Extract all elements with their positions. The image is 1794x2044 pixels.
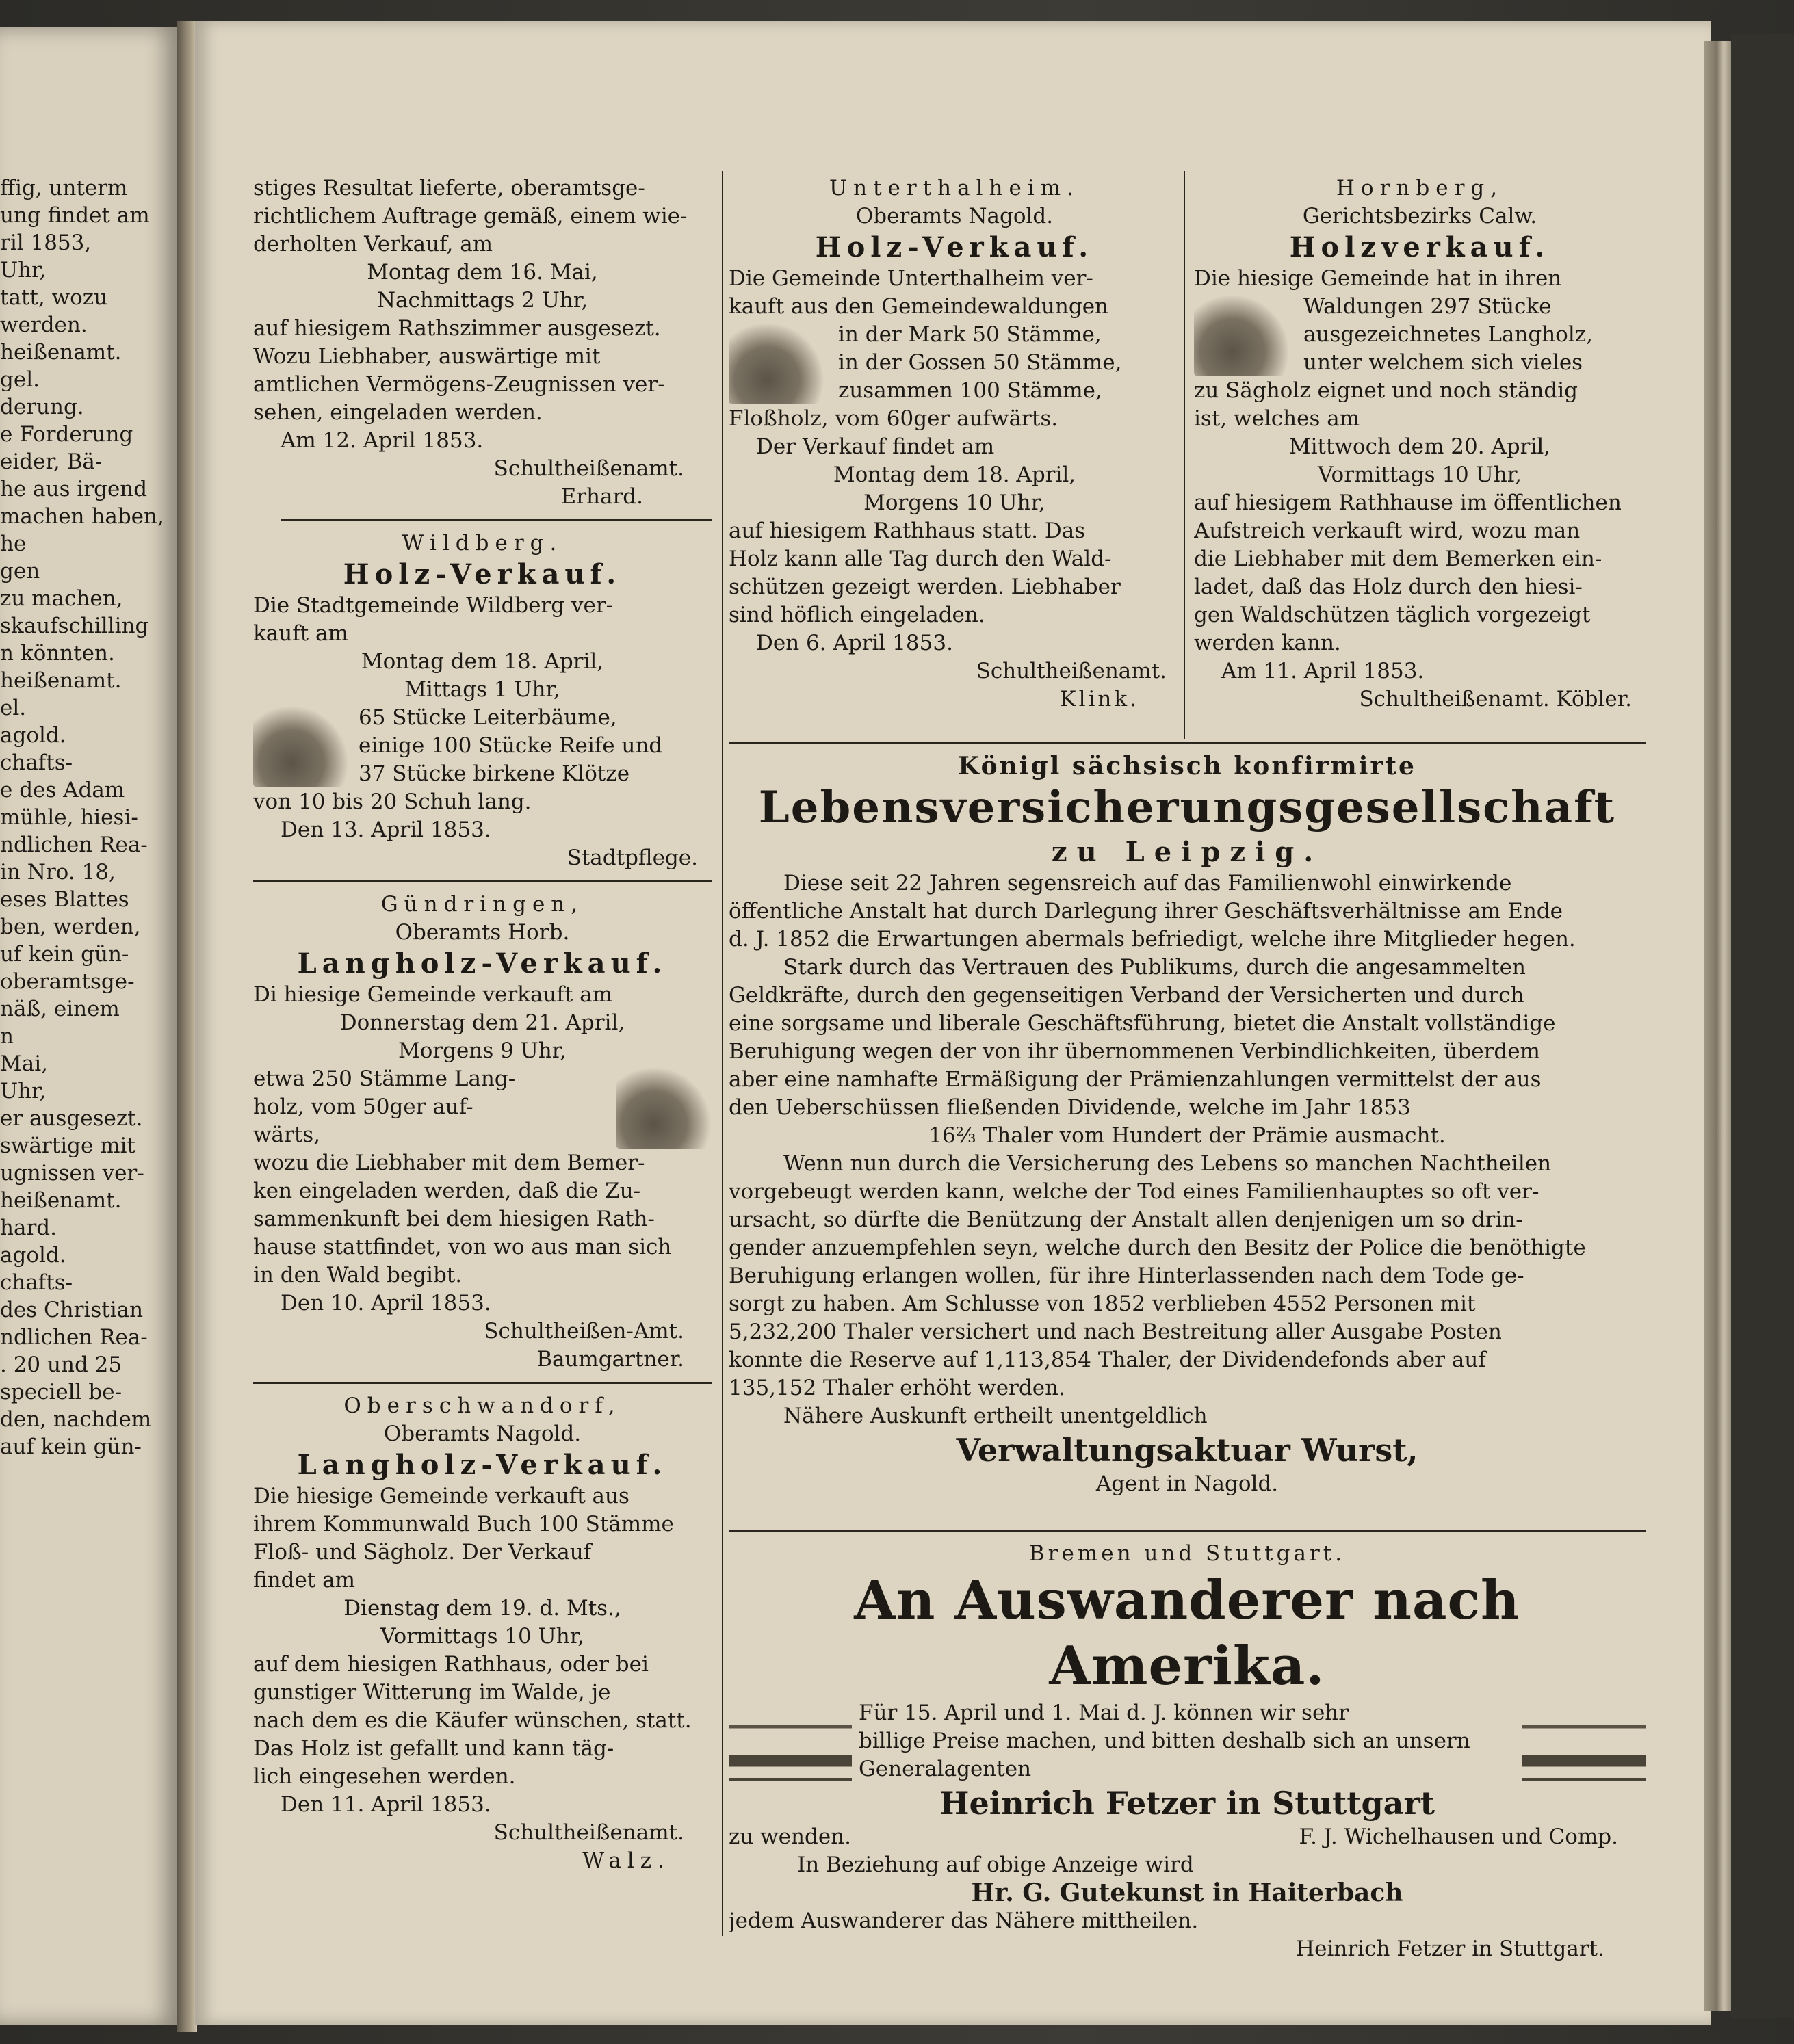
text-line: Die hiesige Gemeinde hat in ihren (1194, 266, 1562, 291)
figure-block (1194, 293, 1646, 377)
signature-name: Erhard. (560, 484, 643, 509)
fragment-line: ugnissen ver- (0, 1161, 144, 1185)
signature-office: Schultheißen-Amt. (484, 1319, 684, 1344)
text-line: Vormittags 10 Uhr, (1318, 462, 1522, 487)
fragment-line: zu machen, (0, 586, 123, 611)
fragment-line: Mai, (0, 1051, 48, 1076)
date-line: Den 13. April 1853. (281, 817, 491, 842)
text-line: Beruhigung wegen der von ihr übernommenen Verbindlichkeiten, überdem (729, 1039, 1540, 1064)
text-line: Montag dem 16. Mai, (367, 260, 598, 285)
text-line: in der Gossen 50 Stämme, (838, 350, 1122, 375)
insurance-advert (729, 742, 1646, 1498)
signature-name: Baumgartner. (536, 1347, 684, 1372)
date-line: Am 11. April 1853. (1221, 659, 1425, 683)
section-heading: Langholz-Verkauf. (297, 947, 668, 980)
text-line: auf hiesigem Rathhause im öffentlichen (1194, 490, 1622, 515)
fragment-line: eider, Bä- (0, 449, 103, 474)
fragment-line: tatt, wozu (0, 285, 108, 310)
fragment-line: ben, werden, (0, 915, 141, 939)
fragment-line: machen haben, (0, 504, 164, 529)
text-line: Di hiesige Gemeinde verkauft am (253, 982, 613, 1007)
date-line: Den 6. April 1853. (756, 631, 953, 655)
text-line: ladet, daß das Holz durch den hiesi- (1194, 575, 1583, 599)
fragment-line: agold. (0, 723, 66, 748)
book-gutter (177, 21, 197, 2032)
place-sub: Oberamts Nagold. (383, 1421, 582, 1446)
place-name: Hornberg, (1336, 176, 1504, 200)
section-heading: Holz-Verkauf. (815, 231, 1094, 263)
text-line: hause stattfindet, von wo aus man sich (253, 1235, 672, 1259)
fragment-line: speciell be- (0, 1380, 122, 1404)
figure-text (1290, 293, 1646, 377)
text-line: 135,152 Thaler erhöht werden. (729, 1376, 1065, 1400)
column-rule (722, 171, 723, 1936)
fragment-line: agold. (0, 1243, 66, 1268)
text-line: etwa 250 Stämme Lang- (253, 1066, 516, 1091)
fragment-line: er ausgesezt. (0, 1106, 143, 1131)
column-1 (253, 174, 712, 1875)
text-line: 16⅔ Thaler vom Hundert der Prämie ausmacht. (928, 1123, 1446, 1148)
fragment-line: in Nro. 18, (0, 860, 116, 885)
text-line: ist, welches am (1194, 406, 1360, 431)
signature-office: Stadtpflege. (567, 846, 698, 870)
fragment-line: heißenamt. (0, 340, 122, 365)
fragment-line: ndlichen Rea- (0, 1325, 148, 1350)
text-line: findet am (253, 1568, 356, 1593)
text-line: konnte die Reserve auf 1,113,854 Thaler, der Dividendefonds aber auf (729, 1348, 1486, 1372)
text-line: zusammen 100 Stämme, (838, 378, 1102, 403)
fragment-line: werden. (0, 313, 88, 337)
text-line: Donnerstag dem 21. April, (339, 1010, 625, 1035)
section-divider (281, 519, 712, 521)
text-line: Morgens 9 Uhr, (398, 1038, 567, 1063)
fragment-line: n könnten. (0, 641, 115, 666)
fragment-line: oberamtsge- (0, 969, 135, 994)
text-line: 65 Stücke Leiterbäume, (359, 705, 617, 730)
signature-office: Schultheißenamt. (493, 1820, 684, 1845)
text-line: ursacht, so dürfte die Benützung der Anstalt allen denjenigen um so drin- (729, 1207, 1523, 1232)
signature-line: Schultheißenamt. Köbler. (1359, 687, 1632, 711)
figure-text (349, 704, 712, 788)
section-heading: Langholz-Verkauf. (297, 1449, 668, 1481)
signature-name: Walz. (582, 1848, 671, 1873)
woodcutter-illustration (1194, 294, 1290, 376)
fragment-line: derung. (0, 395, 84, 419)
agent-name: Hr. G. Gutekunst in Haiterbach (971, 1879, 1403, 1907)
text-line: stiges Resultat lieferte, oberamtsge- (253, 176, 645, 200)
text-line: Beruhigung erlangen wollen, für ihre Hinterlassenden nach dem Tode ge- (729, 1263, 1524, 1288)
text-line: Morgens 10 Uhr, (863, 490, 1045, 515)
date-line: Den 11. April 1853. (281, 1792, 491, 1817)
column-3 (1194, 174, 1646, 713)
fragment-line: gen (0, 559, 40, 584)
col1-top-lines (253, 174, 712, 511)
fragment-line: ndlichen Rea- (0, 833, 148, 857)
text-line: von 10 bis 20 Schuh lang. (253, 789, 532, 814)
text-line: den Ueberschüssen fließenden Dividende, welche im Jahr 1853 (729, 1095, 1411, 1120)
text-line: Montag dem 18. April, (361, 649, 604, 674)
figure-block (253, 704, 712, 788)
text-line: kauft am (253, 621, 348, 646)
fragment-line: gel. (0, 367, 40, 392)
company-name: F. J. Wichelhausen und Comp. (1299, 1824, 1618, 1849)
fragment-line: n (0, 1024, 14, 1049)
text-line: sammenkunft bei dem hiesigen Rath- (253, 1207, 655, 1231)
place-name: Gündringen, (380, 892, 584, 917)
text-line: Mittwoch dem 20. April, (1288, 434, 1551, 459)
place-name: Unterthalheim. (829, 176, 1080, 200)
woodcutter-illustration (616, 1066, 712, 1149)
text-line: auf dem hiesigen Rathhaus, oder bei (253, 1652, 649, 1677)
text-line: gunstiger Witterung im Walde, je (253, 1680, 611, 1705)
woodcutter-illustration (253, 705, 349, 787)
section-divider (253, 880, 712, 882)
fragment-line: e Forderung (0, 422, 133, 447)
fragment-line: chafts- (0, 750, 73, 775)
text-line: zu Sägholz eignet und noch ständig (1194, 378, 1578, 403)
ship-icon (1522, 1703, 1646, 1781)
text-line: wozu die Liebhaber mit dem Bemer- (253, 1151, 645, 1175)
text-line: auf hiesigem Rathhaus statt. Das (729, 519, 1086, 543)
text-line: eine sorgsame und liberale Geschäftsführung, bietet die Anstalt vollständige (729, 1011, 1556, 1036)
text-line: Aufstreich verkauft wird, wozu man (1194, 519, 1581, 543)
text-line: Geldkräfte, durch den gegenseitigen Verband der Versicherten und durch (729, 983, 1524, 1008)
text-line: lich eingesehen werden. (253, 1764, 516, 1789)
place-sub: Oberamts Nagold. (855, 204, 1054, 228)
fragment-line: skaufschilling (0, 614, 149, 638)
fragment-line: hard. (0, 1216, 57, 1240)
text-line: richtlichem Auftrage gemäß, einem wie- (253, 204, 688, 228)
text-line: zu wenden. (729, 1824, 852, 1849)
text-line: schützen gezeigt werden. Liebhaber (729, 575, 1121, 599)
advert-subtitle: zu Leipzig. (1051, 836, 1323, 868)
figure-text (253, 1065, 616, 1149)
ship-block (729, 1699, 1646, 1783)
fragment-line: eses Blattes (0, 887, 129, 912)
column-2 (729, 174, 1180, 713)
text-line: in den Wald begibt. (253, 1263, 463, 1287)
fragment-line: ung findet am (0, 203, 150, 228)
figure-block (253, 1065, 712, 1149)
fragment-line: ffig, unterm (0, 176, 128, 200)
text-line: Nähere Auskunft ertheilt unentgeldlich (783, 1404, 1208, 1428)
fragment-line: näß, einem (0, 997, 120, 1021)
text-line: Wenn nun durch die Versicherung des Lebens so manchen Nachtheilen (783, 1151, 1552, 1176)
figure-block (729, 321, 1180, 405)
figure-text (824, 321, 1180, 405)
fragment-line: chafts- (0, 1270, 73, 1295)
text-line: Wozu Liebhaber, auswärtige mit (253, 344, 601, 369)
text-line: sind höflich eingeladen. (729, 603, 985, 627)
page-edges (1704, 41, 1732, 2011)
woodcutter-illustration (729, 322, 824, 404)
text-line: Montag dem 18. April, (833, 462, 1076, 487)
fragment-line: heißenamt. (0, 668, 122, 693)
place-name: Oberschwandorf, (343, 1393, 621, 1418)
text-line: Die hiesige Gemeinde verkauft aus (253, 1484, 629, 1508)
text-line: holz, vom 50ger auf- (253, 1095, 473, 1119)
advert-title: Lebensversicherungsgesellschaft (758, 782, 1616, 833)
section-heading: Holzverkauf. (1289, 231, 1550, 263)
book-cover (1731, 34, 1794, 2018)
section-divider (729, 742, 1646, 744)
emigration-advert (729, 1525, 1646, 1963)
text-line: Das Holz ist gefallt und kann täg- (253, 1736, 614, 1761)
fragment-line: . 20 und 25 (0, 1352, 122, 1377)
text-line: In Beziehung auf obige Anzeige wird (797, 1852, 1194, 1877)
fragment-line: auf kein gün- (0, 1434, 142, 1459)
text-line: nach dem es die Käufer wünschen, statt. (253, 1708, 692, 1733)
text-line: gen Waldschützen täglich vorgezeigt (1194, 603, 1591, 627)
text-line: unter welchem sich vieles (1303, 350, 1583, 375)
left-page-text (0, 174, 171, 1460)
text-line: aber eine namhafte Ermäßigung der Prämienzahlungen vermittelst der aus (729, 1067, 1542, 1092)
text-line: Nachmittags 2 Uhr, (376, 288, 588, 313)
text-line: Waldungen 297 Stücke (1303, 294, 1552, 319)
ship-icon (729, 1703, 852, 1781)
text-line: sehen, eingeladen werden. (253, 400, 543, 425)
fragment-line: Uhr, (0, 258, 47, 283)
text-line: kauft aus den Gemeindewaldungen (729, 294, 1109, 319)
signature-name: Klink. (1060, 687, 1139, 711)
text-line: Floß- und Sägholz. Der Verkauf (253, 1540, 592, 1564)
text-line: derholten Verkauf, am (253, 232, 493, 257)
text-line: Floßholz, vom 60ger aufwärts. (729, 406, 1058, 431)
fragment-line: heißenamt. (0, 1188, 122, 1213)
left-page-fragment (0, 27, 178, 2025)
section-divider (729, 1530, 1646, 1532)
text-line: billige Preise machen, und bitten deshalb sich an unsern (859, 1729, 1470, 1753)
fragment-line: mühle, hiesi- (0, 805, 138, 830)
text-line: Die Gemeinde Unterthalheim ver- (729, 266, 1093, 291)
text-line: ihrem Kommunwald Buch 100 Stämme (253, 1512, 674, 1536)
text-line: Für 15. April und 1. Mai d. J. können wir sehr (859, 1701, 1349, 1725)
fragment-line: ril 1853, (0, 231, 92, 255)
text-line: Generalagenten (859, 1757, 1032, 1781)
text-line: Dienstag dem 19. d. Mts., (343, 1596, 621, 1621)
text-line: Stark durch das Vertrauen des Publikums, durch die angesammelten (783, 955, 1526, 980)
date-line: Den 10. April 1853. (281, 1291, 491, 1315)
text-line: d. J. 1852 die Erwartungen abermals befriedigt, welche ihre Mitglieder hegen. (729, 927, 1576, 952)
fragment-line: el. (0, 696, 27, 720)
text-line: auf hiesigem Rathszimmer ausgesezt. (253, 316, 661, 341)
place-sub: Oberamts Horb. (395, 920, 570, 945)
text-line: Vormittags 10 Uhr, (380, 1624, 584, 1649)
text-line: einige 100 Stücke Reife und (359, 733, 663, 758)
agent-location: Agent in Nagold. (1095, 1471, 1279, 1496)
fragment-line: he (0, 532, 27, 556)
fragment-line: e des Adam (0, 778, 125, 802)
place-name: Wildberg. (402, 531, 563, 555)
ship-text (852, 1699, 1522, 1783)
text-line: 5,232,200 Thaler versichert und nach Bestreitung aller Ausgabe Posten (729, 1320, 1502, 1344)
fragment-line: Uhr, (0, 1079, 47, 1103)
signature-line: Heinrich Fetzer in Stuttgart. (1296, 1937, 1604, 1961)
signature-office: Schultheißenamt. (976, 659, 1167, 683)
fragment-line: uf kein gün- (0, 942, 129, 967)
sender-line (729, 1823, 1646, 1851)
text-line: Der Verkauf findet am (756, 434, 995, 459)
advert-pretitle: Königl sächsisch konfirmirte (958, 752, 1416, 781)
text-line: öffentliche Anstalt hat durch Darlegung ihrer Geschäftsverhältnisse am Ende (729, 899, 1563, 923)
text-line: Diese seit 22 Jahren segensreich auf das Familienwohl einwirkende (783, 871, 1512, 895)
fragment-line: des Christian (0, 1298, 144, 1322)
text-line: vorgebeugt werden kann, welche der Tod eines Familienhauptes so oft ver- (729, 1179, 1539, 1204)
text-line: amtlichen Vermögens-Zeugnissen ver- (253, 372, 665, 397)
date-line: Am 12. April 1853. (281, 428, 484, 453)
text-line: 37 Stücke birkene Klötze (359, 761, 630, 786)
text-line: Die Stadtgemeinde Wildberg ver- (253, 593, 614, 618)
agent-name: Heinrich Fetzer in Stuttgart (939, 1785, 1435, 1822)
text-line: in der Mark 50 Stämme, (838, 322, 1102, 347)
signature-office: Schultheißenamt. (493, 456, 684, 481)
section-divider (253, 1382, 712, 1384)
column-rule (1184, 171, 1185, 739)
text-line: sorgt zu haben. Am Schlusse von 1852 verblieben 4552 Personen mit (729, 1292, 1476, 1316)
text-line: Holz kann alle Tag durch den Wald- (729, 547, 1112, 571)
section-heading: Holz-Verkauf. (343, 558, 622, 590)
text-line: ken eingeladen werden, daß die Zu- (253, 1179, 641, 1203)
text-line: gender anzuempfehlen seyn, welche durch den Besitz der Police die benöthigte (729, 1235, 1586, 1260)
text-line: wärts, (253, 1123, 321, 1147)
agent-name: Verwaltungsaktuar Wurst, (956, 1432, 1418, 1469)
text-line: jedem Auswanderer das Nähere mittheilen. (729, 1909, 1199, 1933)
fragment-line: swärtige mit (0, 1134, 135, 1158)
text-line: die Liebhaber mit dem Bemerken ein- (1194, 547, 1602, 571)
fragment-line: he aus irgend (0, 477, 148, 501)
text-line: ausgezeichnetes Langholz, (1303, 322, 1593, 347)
advert-pretitle: Bremen und Stuttgart. (1028, 1541, 1346, 1566)
fragment-line: den, nachdem (0, 1407, 152, 1432)
text-line: Mittags 1 Uhr, (404, 677, 560, 702)
text-line: werden kann. (1194, 631, 1341, 655)
advert-title: An Auswanderer nach Amerika. (854, 1569, 1520, 1697)
place-sub: Gerichtsbezirks Calw. (1302, 204, 1537, 228)
